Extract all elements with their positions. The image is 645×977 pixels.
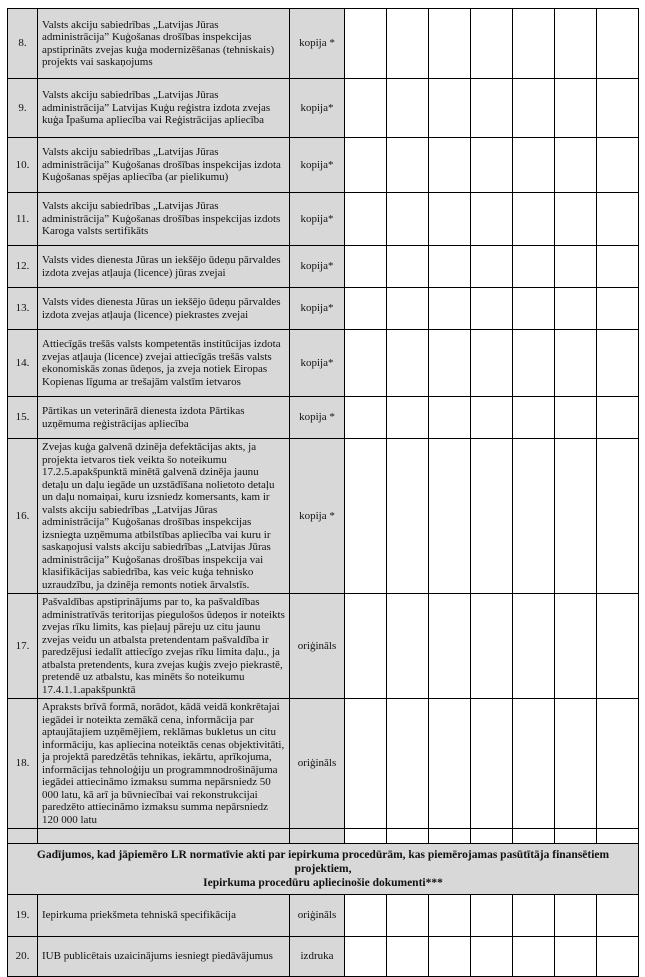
row-number-cell: 16. <box>8 439 38 594</box>
mark-cell <box>345 937 387 977</box>
mark-cell <box>429 9 471 79</box>
mark-cell <box>597 594 639 699</box>
mark-cell <box>597 138 639 193</box>
mark-cell <box>555 246 597 288</box>
mark-cell <box>345 397 387 439</box>
mark-cell <box>471 330 513 397</box>
document-description-cell: Attiecīgās trešās valsts kompetentās institūcijas izdota zvejas atļauja (licence) zvejai attiecīgās trešās valsts ekonomiskās zonas ūdeņos, ja zveja notiek Eiropas Kopienas līguma ar trešajām valstīm ietvaros <box>38 330 290 397</box>
mark-cell <box>471 9 513 79</box>
row-number-cell <box>8 829 38 844</box>
mark-cell <box>555 895 597 937</box>
section-header-line1: Gadījumos, kad jāpiemēro LR normatīvie akti par iepirkuma procedūrām, kas piemērojamas pasūtītāja finansētiem projektiem, <box>36 849 610 875</box>
section-header-row <box>8 844 639 895</box>
mark-cell <box>513 439 555 594</box>
document-description-cell: Valsts akciju sabiedrības „Latvijas Jūras administrācija” Latvijas Kuģu reģistra izdota zvejas kuģa Īpašuma apliecība vai Reģistrācijas apliecība <box>38 79 290 138</box>
spacer-row <box>8 829 639 844</box>
mark-cell <box>429 288 471 330</box>
mark-cell <box>429 79 471 138</box>
mark-cell <box>513 829 555 844</box>
mark-cell <box>387 9 429 79</box>
mark-cell <box>429 439 471 594</box>
document-type-cell: kopija* <box>290 193 345 246</box>
mark-cell <box>429 594 471 699</box>
mark-cell <box>555 829 597 844</box>
mark-cell <box>429 829 471 844</box>
mark-cell <box>597 699 639 829</box>
mark-cell <box>597 330 639 397</box>
mark-cell <box>513 79 555 138</box>
mark-cell <box>555 330 597 397</box>
mark-cell <box>429 246 471 288</box>
mark-cell <box>513 193 555 246</box>
mark-cell <box>429 895 471 937</box>
mark-cell <box>387 829 429 844</box>
mark-cell <box>597 246 639 288</box>
document-type-cell: kopija* <box>290 79 345 138</box>
document-description-cell: Valsts akciju sabiedrības „Latvijas Jūras administrācija” Kuģošanas drošības inspekcijas izdots Karoga valsts sertifikāts <box>38 193 290 246</box>
row-number-cell: 15. <box>8 397 38 439</box>
document-description-cell: Valsts vides dienesta Jūras un iekšējo ūdeņu pārvaldes izdota zvejas atļauja (licence) piekrastes zvejai <box>38 288 290 330</box>
mark-cell <box>597 397 639 439</box>
document-row <box>8 439 639 594</box>
mark-cell <box>513 288 555 330</box>
document-type-cell: kopija * <box>290 397 345 439</box>
mark-cell <box>387 699 429 829</box>
mark-cell <box>555 138 597 193</box>
mark-cell <box>513 138 555 193</box>
document-description-cell: Apraksts brīvā formā, norādot, kādā veidā konkrētajai iegādei ir noteikta zemākā cena, informācija par aptaujātajiem uzņēmējiem, reklāmas bukletus un citu informāciju, kas apliecina noteiktās cenas objektivitāti, ja projektā paredzētās tehnikas, iekārtu, aprīkojuma, informācijas tehnoloģiju un programmnodrošinājuma iegādei attiecināmo izmaksu summa nepārsniedz 50 000 latu, kā arī ja būvniecībai vai rekonstrukcijai paredzēto attiecināmo izmaksu summa nepārsniedz 120 000 latu <box>38 699 290 829</box>
mark-cell <box>345 246 387 288</box>
document-description-cell: Zvejas kuģa galvenā dzinēja defektācijas akts, ja projekta ietvaros tiek veikta šo noteikumu 17.2.5.apakšpunktā minētā galvenā dzinēja jaunu detaļu un daļu iegāde un uzstādīšana nolietoto detaļu un daļu nomaiņai, kuru izsniedz komersants, kam ir valsts akciju sabiedrības „Latvijas Jūras administrācija” Kuģošanas drošības inspekcijas izsniegta uzņēmuma atbilstības apliecība vai kuru ir saskaņojusi valsts akciju sabiedrības „Latvijas Jūras administrācija” Kuģošanas drošības inspekcija vai klasifikācijas sabiedrība, kas veic kuģa tehnisko uzraudzību, ja dzinēja remonts notiek ārvalstīs. <box>38 439 290 594</box>
mark-cell <box>597 829 639 844</box>
mark-cell <box>597 439 639 594</box>
mark-cell <box>387 439 429 594</box>
document-row <box>8 895 639 937</box>
mark-cell <box>513 9 555 79</box>
mark-cell <box>387 193 429 246</box>
mark-cell <box>555 79 597 138</box>
document-description-cell <box>38 829 290 844</box>
mark-cell <box>429 397 471 439</box>
document-row <box>8 79 639 138</box>
row-number-cell: 11. <box>8 193 38 246</box>
mark-cell <box>471 397 513 439</box>
mark-cell <box>471 193 513 246</box>
document-type-cell: oriģināls <box>290 895 345 937</box>
mark-cell <box>345 895 387 937</box>
row-number-cell: 17. <box>8 594 38 699</box>
mark-cell <box>387 594 429 699</box>
mark-cell <box>345 439 387 594</box>
mark-cell <box>345 288 387 330</box>
document-description-cell: Valsts vides dienesta Jūras un iekšējo ūdeņu pārvaldes izdota zvejas atļauja (licence) jūras zvejai <box>38 246 290 288</box>
mark-cell <box>597 79 639 138</box>
mark-cell <box>471 138 513 193</box>
document-type-cell: oriģināls <box>290 699 345 829</box>
mark-cell <box>555 594 597 699</box>
document-type-cell: izdruka <box>290 937 345 977</box>
document-type-cell: kopija* <box>290 330 345 397</box>
document-row <box>8 138 639 193</box>
documents-table-body <box>8 9 639 977</box>
document-row <box>8 699 639 829</box>
row-number-cell: 9. <box>8 79 38 138</box>
document-row <box>8 937 639 977</box>
mark-cell <box>429 937 471 977</box>
document-type-cell: kopija* <box>290 246 345 288</box>
mark-cell <box>513 699 555 829</box>
document-row <box>8 397 639 439</box>
section-header-line2: Iepirkuma procedūru apliecinošie dokumenti*** <box>203 877 443 889</box>
mark-cell <box>387 138 429 193</box>
mark-cell <box>429 193 471 246</box>
mark-cell <box>597 288 639 330</box>
mark-cell <box>429 138 471 193</box>
mark-cell <box>597 895 639 937</box>
mark-cell <box>597 937 639 977</box>
row-number-cell: 20. <box>8 937 38 977</box>
mark-cell <box>387 397 429 439</box>
mark-cell <box>555 439 597 594</box>
mark-cell <box>513 397 555 439</box>
mark-cell <box>513 594 555 699</box>
document-type-cell: kopija * <box>290 439 345 594</box>
mark-cell <box>345 829 387 844</box>
mark-cell <box>345 699 387 829</box>
mark-cell <box>345 9 387 79</box>
document-row <box>8 246 639 288</box>
mark-cell <box>513 937 555 977</box>
mark-cell <box>471 895 513 937</box>
document-type-cell: kopija * <box>290 9 345 79</box>
document-type-cell: oriģināls <box>290 594 345 699</box>
mark-cell <box>471 439 513 594</box>
document-description-cell: Valsts akciju sabiedrības „Latvijas Jūras administrācija” Kuģošanas drošības inspekcijas izdota Kuģošanas spējas apliecība (ar pielikumu) <box>38 138 290 193</box>
mark-cell <box>345 138 387 193</box>
mark-cell <box>555 193 597 246</box>
row-number-cell: 8. <box>8 9 38 79</box>
mark-cell <box>471 937 513 977</box>
document-description-cell: Valsts akciju sabiedrības „Latvijas Jūras administrācija” Kuģošanas drošības inspekcijas apstiprināts zvejas kuģa modernizēšanas (tehniskais) projekts vai saskaņojums <box>38 9 290 79</box>
mark-cell <box>387 246 429 288</box>
row-number-cell: 12. <box>8 246 38 288</box>
mark-cell <box>345 193 387 246</box>
mark-cell <box>471 699 513 829</box>
document-description-cell: Pašvaldības apstiprinājums par to, ka pašvaldības administratīvās teritorijas piegulošos ūdeņos ir noteikts zvejas rīku limits, kas pieļauj pāreju uz citu jaunu zvejas veidu un atbalsta pretendentam pašvaldība ir paredzējusi iedalīt attiecīgo zvejas rīku limita daļu., ja atbalsta pretendents, kura zvejas kuģis zvejo piekrastē, pretendē uz atbalstu, kas minēts šo noteikumu 17.4.1.1.apakšpunktā <box>38 594 290 699</box>
document-description-cell: Iepirkuma priekšmeta tehniskā specifikācija <box>38 895 290 937</box>
document-row <box>8 193 639 246</box>
mark-cell <box>387 895 429 937</box>
mark-cell <box>387 937 429 977</box>
mark-cell <box>513 895 555 937</box>
mark-cell <box>513 246 555 288</box>
row-number-cell: 18. <box>8 699 38 829</box>
row-number-cell: 13. <box>8 288 38 330</box>
mark-cell <box>345 79 387 138</box>
mark-cell <box>597 193 639 246</box>
mark-cell <box>555 288 597 330</box>
mark-cell <box>471 79 513 138</box>
required-documents-table <box>7 8 639 977</box>
mark-cell <box>555 397 597 439</box>
document-row <box>8 288 639 330</box>
document-type-cell: kopija* <box>290 288 345 330</box>
row-number-cell: 14. <box>8 330 38 397</box>
mark-cell <box>555 9 597 79</box>
mark-cell <box>471 246 513 288</box>
mark-cell <box>387 288 429 330</box>
mark-cell <box>345 330 387 397</box>
mark-cell <box>513 330 555 397</box>
mark-cell <box>429 330 471 397</box>
mark-cell <box>387 330 429 397</box>
document-type-cell <box>290 829 345 844</box>
document-row <box>8 330 639 397</box>
mark-cell <box>429 699 471 829</box>
mark-cell <box>471 829 513 844</box>
document-row <box>8 594 639 699</box>
document-description-cell: Pārtikas un veterinārā dienesta izdota Pārtikas uzņēmuma reģistrācijas apliecība <box>38 397 290 439</box>
section-header-cell <box>8 844 639 895</box>
mark-cell <box>555 937 597 977</box>
row-number-cell: 19. <box>8 895 38 937</box>
document-row <box>8 9 639 79</box>
mark-cell <box>597 9 639 79</box>
document-description-cell: IUB publicētais uzaicinājums iesniegt piedāvājumus <box>38 937 290 977</box>
mark-cell <box>471 594 513 699</box>
mark-cell <box>345 594 387 699</box>
mark-cell <box>387 79 429 138</box>
document-type-cell: kopija* <box>290 138 345 193</box>
row-number-cell: 10. <box>8 138 38 193</box>
mark-cell <box>555 699 597 829</box>
mark-cell <box>471 288 513 330</box>
